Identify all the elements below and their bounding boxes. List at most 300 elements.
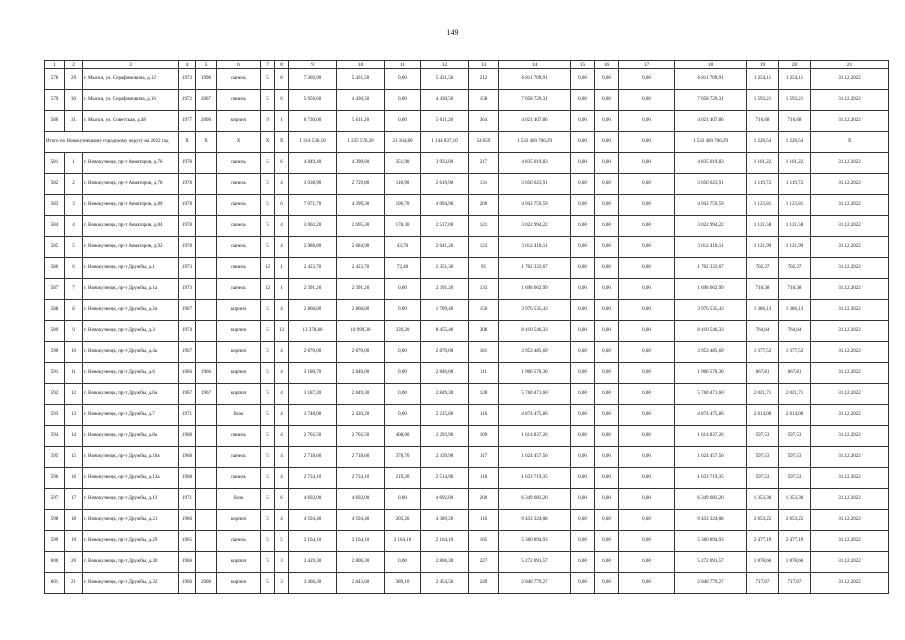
table-cell: 580 (45, 111, 65, 132)
table-cell: 7 071,70 (289, 195, 337, 216)
table-cell: 133 (469, 279, 499, 300)
table-cell: 0,00 (571, 426, 595, 447)
table-cell: 2 702,50 (289, 426, 337, 447)
column-header: 3 (83, 61, 179, 69)
table-cell: 3 056 623,91 (499, 174, 571, 195)
table-cell: 31.12.2022 (811, 258, 889, 279)
table-cell: 0,00 (619, 468, 675, 489)
table-cell: панель (217, 279, 261, 300)
table-cell: 0,00 (595, 153, 619, 174)
table-cell: 4 (275, 447, 289, 468)
address-cell: г. Новокузнецк, пр-т Авиаторов, д.80 (83, 195, 179, 216)
table-cell: 31.12.2022 (811, 552, 889, 573)
table-cell: 3 002,20 (289, 216, 337, 237)
table-cell: 2 718,60 (289, 447, 337, 468)
table-cell (196, 552, 217, 573)
column-header: 12 (421, 61, 469, 69)
table-cell: 2 849,30 (337, 384, 385, 405)
table-cell: 1974 (179, 321, 196, 342)
table-cell: 1 702 333,67 (499, 258, 571, 279)
table-cell: 196,70 (385, 195, 421, 216)
table-cell: кирпич (217, 384, 261, 405)
table-cell: 3 (65, 195, 83, 216)
table-cell: 3 056 623,91 (675, 174, 747, 195)
table-cell: 3 976 535,43 (675, 300, 747, 321)
table-row (45, 531, 889, 552)
table-cell: 389,10 (385, 573, 421, 594)
table-cell: 2 014,08 (779, 405, 811, 426)
table-cell: 4 835 019,83 (675, 153, 747, 174)
table-cell: 5 431,50 (421, 69, 469, 90)
table-cell: 4 849,40 (289, 153, 337, 174)
table-cell: 1 593,21 (779, 90, 811, 111)
table-cell: 5 (261, 174, 275, 195)
table-cell: 20 (65, 552, 83, 573)
table-cell: 2 164,10 (385, 531, 421, 552)
column-header: 10 (337, 61, 385, 69)
table-cell: панель (217, 258, 261, 279)
table-cell: 0,00 (619, 258, 675, 279)
table-cell: 2 870,00 (337, 342, 385, 363)
table-cell: 1968 (179, 468, 196, 489)
table-cell: 1978 (179, 237, 196, 258)
column-header: 7 (261, 61, 275, 69)
table-cell: 4 (275, 237, 289, 258)
table-cell: 31.12.2022 (811, 153, 889, 174)
table-cell: 1 593,21 (747, 90, 779, 111)
table-cell: 0,00 (619, 132, 675, 153)
address-cell: г. Новокузнецк, пр-т Дружбы, д.6а (83, 384, 179, 405)
table-cell: 13 378,80 (289, 321, 337, 342)
table-cell: 1 878,66 (779, 552, 811, 573)
table-cell: 8 (275, 69, 289, 90)
table-cell: 121 (469, 216, 499, 237)
table-cell: 116 (469, 405, 499, 426)
table-cell: 0,00 (619, 573, 675, 594)
table-cell: 8 455,40 (421, 321, 469, 342)
table-cell: 0,00 (385, 279, 421, 300)
table-cell: 2 729,80 (337, 174, 385, 195)
table-cell: 1 709,40 (421, 300, 469, 321)
table-cell: 1 386,13 (779, 300, 811, 321)
table-cell: 4 390,60 (337, 153, 385, 174)
table-cell: 0,00 (619, 405, 675, 426)
table-cell: 3 012 418,11 (499, 237, 571, 258)
table-cell: 0,00 (571, 279, 595, 300)
table-cell: 594 (45, 426, 65, 447)
table-cell: 592 (45, 384, 65, 405)
column-header: 17 (619, 61, 675, 69)
table-cell: 31.12.2022 (811, 342, 889, 363)
address-cell: г. Новокузнецк, пр-т Дружбы, д.6 (83, 363, 179, 384)
table-cell: 0,00 (571, 153, 595, 174)
table-cell: 589 (45, 321, 65, 342)
table-cell: 2008 (196, 573, 217, 594)
table-cell: 4 430,50 (421, 90, 469, 111)
table-cell: 5 (261, 363, 275, 384)
table-cell: 2 164,10 (337, 531, 385, 552)
table-cell: 5 (261, 153, 275, 174)
table-cell: 1 633 719,35 (675, 468, 747, 489)
table-cell: 0,00 (571, 489, 595, 510)
table-cell: 2 391,20 (289, 279, 337, 300)
table-cell: 209 (469, 195, 499, 216)
table-cell: 4 692,00 (337, 489, 385, 510)
table-cell: 0,00 (571, 216, 595, 237)
table-cell: блок (217, 489, 261, 510)
table-cell: 0,00 (385, 384, 421, 405)
table-cell: 31.12.2022 (811, 384, 889, 405)
address-cell: г. Новокузнецк, пр-т Авиаторов, д.84 (83, 216, 179, 237)
table-cell: 5 (261, 489, 275, 510)
table-cell: 2 053,22 (779, 510, 811, 531)
table-cell: 249 (469, 573, 499, 594)
table-cell: 5 (261, 69, 275, 90)
table-cell: панель (217, 174, 261, 195)
table-cell: 2 870,00 (421, 342, 469, 363)
table-cell: 31.12.2022 (811, 279, 889, 300)
table-cell: 1 101,22 (779, 153, 811, 174)
table-cell: 0,00 (619, 111, 675, 132)
table-cell: 5 (261, 531, 275, 552)
table-row (45, 489, 889, 510)
table-cell: 0,00 (571, 69, 595, 90)
table-cell (196, 531, 217, 552)
table-cell: кирпич (217, 363, 261, 384)
table-cell: 378,70 (385, 447, 421, 468)
table-cell: 1 900 578,30 (499, 363, 571, 384)
table-cell: 13 (275, 321, 289, 342)
table-cell: 0,00 (619, 447, 675, 468)
table-cell: 2 610,90 (421, 174, 469, 195)
address-cell: г. Новокузнецк, пр-т Дружбы, д.30 (83, 552, 179, 573)
table-cell: 1972 (179, 90, 196, 111)
table-cell: 2 846,00 (337, 363, 385, 384)
table-cell: 0,00 (595, 510, 619, 531)
table-cell: 2 734,10 (337, 468, 385, 489)
table-cell: 586 (45, 258, 65, 279)
table-cell: 0,00 (619, 237, 675, 258)
table-cell: 1 123,81 (779, 195, 811, 216)
table-cell: 0,00 (619, 384, 675, 405)
table-cell: 1 353,30 (779, 489, 811, 510)
table-cell: 31.12.2022 (811, 90, 889, 111)
table-cell: 0,00 (571, 132, 595, 153)
table-cell: 1 (275, 258, 289, 279)
table-cell: 2 870,00 (289, 342, 337, 363)
table-cell: 1967 (179, 342, 196, 363)
table-cell: 2 339,90 (421, 447, 469, 468)
table-cell: 12 (261, 279, 275, 300)
table-cell: 364 (469, 111, 499, 132)
table-cell: X (811, 132, 889, 153)
table-cell: 1 614 837,26 (675, 426, 747, 447)
table-cell: 8 410 546,33 (499, 321, 571, 342)
table-cell: 1978 (179, 195, 196, 216)
table-cell: 1 119,72 (747, 174, 779, 195)
table-cell: 2 (65, 174, 83, 195)
column-header: 1 (45, 61, 65, 69)
table-cell: 109 (469, 426, 499, 447)
table-cell: 31.12.2022 (811, 489, 889, 510)
table-cell: 597,53 (779, 468, 811, 489)
table-cell: 1966 (179, 363, 196, 384)
table-cell: 1978 (179, 153, 196, 174)
table-cell: 2 843,60 (337, 573, 385, 594)
table-cell: 0,00 (571, 405, 595, 426)
table-cell: 2 988,80 (289, 237, 337, 258)
address-cell: г. Новокузнецк, пр-т Авиаторов, д.92 (83, 237, 179, 258)
table-cell: 590 (45, 342, 65, 363)
table-cell: 1967 (179, 384, 196, 405)
table-cell: 597,53 (747, 426, 779, 447)
table-cell: 5 760 471,60 (499, 384, 571, 405)
table-cell: 4 692,00 (421, 489, 469, 510)
table-cell: 54 659 (469, 132, 499, 153)
table-cell: 5 760 471,60 (675, 384, 747, 405)
table-cell: 8 (65, 300, 83, 321)
table-cell: 1978 (179, 216, 196, 237)
table-cell: 0,00 (595, 342, 619, 363)
table-cell: 1 119,72 (779, 174, 811, 195)
table-cell: 3 012 418,11 (675, 237, 747, 258)
table-cell: 4 094,90 (421, 195, 469, 216)
table-row (45, 342, 889, 363)
table-cell: 2 021,71 (779, 384, 811, 405)
table-cell (196, 510, 217, 531)
table-cell: 178,30 (385, 216, 421, 237)
table-cell: 0,00 (595, 195, 619, 216)
table-row (45, 321, 889, 342)
table-cell: 4 943 759,59 (499, 195, 571, 216)
table-cell: 4 (275, 342, 289, 363)
table-cell: панель (217, 90, 261, 111)
table-cell: 5 (261, 447, 275, 468)
table-cell: 31.12.2022 (811, 174, 889, 195)
table-cell: 2 734,10 (289, 468, 337, 489)
column-header: 16 (595, 61, 619, 69)
column-header: 8 (275, 61, 289, 69)
table-cell: 2 806,30 (337, 552, 385, 573)
column-header: 11 (385, 61, 421, 69)
table-cell: 702,37 (747, 258, 779, 279)
table-row (45, 153, 889, 174)
table-cell: 21 (65, 573, 83, 594)
table-cell: 0,00 (595, 300, 619, 321)
table-cell: 3 748,00 (289, 405, 337, 426)
table-cell: 3 953 485,69 (675, 342, 747, 363)
table-cell: 1 702 333,67 (675, 258, 747, 279)
table-cell: 3 022 994,22 (499, 216, 571, 237)
address-cell: г. Мыски, ул. Советская, д.48 (83, 111, 179, 132)
table-cell: 31.12.2022 (811, 573, 889, 594)
table-cell: 31.12.2022 (811, 69, 889, 90)
table-cell: панель (217, 426, 261, 447)
table-cell: 9 (261, 111, 275, 132)
table-cell: 0,00 (571, 552, 595, 573)
table-cell: 3 (275, 573, 289, 594)
table-cell: 667,81 (779, 363, 811, 384)
column-header: 6 (217, 61, 261, 69)
table-cell: 5 (261, 237, 275, 258)
table-cell: 0,00 (595, 405, 619, 426)
table-cell: 4 (275, 510, 289, 531)
table-cell: 105 (469, 531, 499, 552)
table-cell: 2 514,90 (421, 468, 469, 489)
table-cell: 6 349 683,20 (499, 489, 571, 510)
table-cell: 117 (469, 447, 499, 468)
table-cell: 9 433 324,08 (499, 510, 571, 531)
table-cell: 181 (469, 342, 499, 363)
table-cell: 4 943 759,59 (675, 195, 747, 216)
table-cell: 1 353,30 (747, 489, 779, 510)
table-cell: панель (217, 69, 261, 90)
table-cell: 5 (261, 510, 275, 531)
table-cell: 1 (275, 279, 289, 300)
table-cell: 595 (45, 447, 65, 468)
table-cell: 6 (275, 489, 289, 510)
table-cell: 0,00 (571, 468, 595, 489)
column-header: 19 (747, 61, 779, 69)
table-cell: 3 187,20 (289, 384, 337, 405)
table-cell: кирпич (217, 342, 261, 363)
table-row (45, 111, 889, 132)
table-cell: 5 (261, 300, 275, 321)
table-row (45, 384, 889, 405)
table-cell: 1966 (196, 363, 217, 384)
table-cell: 0,00 (595, 468, 619, 489)
table-cell: 18 (65, 510, 83, 531)
table-cell: кирпич (217, 111, 261, 132)
table-cell: 764,64 (747, 321, 779, 342)
table-cell: 2 695,30 (337, 216, 385, 237)
table-cell: 578 (45, 69, 65, 90)
table-cell: 5 611,20 (421, 111, 469, 132)
table-cell: 0,00 (619, 363, 675, 384)
table-cell: 0,00 (595, 384, 619, 405)
table-cell: 581 (45, 153, 65, 174)
column-header: 15 (571, 61, 595, 69)
page-number: 149 (446, 28, 459, 37)
table-cell: 200 (469, 489, 499, 510)
table-cell: 7 369,90 (289, 69, 337, 90)
table-cell: 7 058 729,31 (675, 90, 747, 111)
table-cell: X (261, 132, 275, 153)
table-cell: 2 849,30 (421, 384, 469, 405)
table-cell: 0,00 (619, 426, 675, 447)
table-cell: 597,53 (747, 468, 779, 489)
table-cell: 12 (65, 384, 83, 405)
table-cell: 1967 (179, 300, 196, 321)
table-cell: 2 164,10 (289, 531, 337, 552)
table-cell: 0,00 (385, 69, 421, 90)
table-cell: 0,00 (595, 237, 619, 258)
table-cell: 5 (261, 195, 275, 216)
table-cell: кирпич (217, 321, 261, 342)
table-cell: 667,81 (747, 363, 779, 384)
table-cell: 1 698 662,99 (499, 279, 571, 300)
table-cell: 598 (45, 510, 65, 531)
table-cell: 9 (65, 321, 83, 342)
table-cell: 21 164,80 (385, 132, 421, 153)
table-cell: 710,38 (747, 279, 779, 300)
table-cell: 0,00 (385, 552, 421, 573)
table-cell: панель (217, 153, 261, 174)
table-cell: 10 (65, 342, 83, 363)
table-cell: 601 (45, 573, 65, 594)
table-cell: 0,00 (385, 342, 421, 363)
address-cell: г. Новокузнецк, пр-т Дружбы, д.7 (83, 405, 179, 426)
table-cell: 31.12.2022 (811, 321, 889, 342)
column-header: 4 (179, 61, 196, 69)
table-cell: 17 (65, 489, 83, 510)
table-cell: 12 (261, 258, 275, 279)
column-header: 5 (196, 61, 217, 69)
table-cell: кирпич (217, 300, 261, 321)
address-cell: г. Новокузнецк, пр-т Дружбы, д.13 (83, 489, 179, 510)
table-row (45, 279, 889, 300)
table-cell (196, 447, 217, 468)
table-cell: 13 (65, 405, 83, 426)
table-cell (196, 489, 217, 510)
table-cell: 9 433 324,08 (675, 510, 747, 531)
table-cell: 1 377,52 (779, 342, 811, 363)
table-cell: 0,00 (619, 531, 675, 552)
table-cell: 1 614 837,26 (499, 426, 571, 447)
column-header: 21 (811, 61, 889, 69)
table-cell: 2 423,70 (337, 258, 385, 279)
table-cell: 351,90 (385, 153, 421, 174)
table-cell: 0,00 (595, 258, 619, 279)
table-cell: 0,00 (385, 405, 421, 426)
column-header: 9 (289, 61, 337, 69)
table-cell: 1977 (179, 111, 196, 132)
table-cell: 0,00 (571, 342, 595, 363)
table-cell: 2 014,08 (747, 405, 779, 426)
table-cell: 0,00 (595, 216, 619, 237)
table-cell: 31.12.2022 (811, 363, 889, 384)
table-cell: 72,40 (385, 258, 421, 279)
table-cell: 6 811 709,91 (675, 69, 747, 90)
table-cell: 0,00 (595, 489, 619, 510)
table-cell: 2 868,80 (337, 300, 385, 321)
table-cell (196, 405, 217, 426)
table-cell: 118 (469, 468, 499, 489)
table-cell: 1971 (179, 489, 196, 510)
table-cell: 5 360 894,93 (675, 531, 747, 552)
table-cell: 217 (469, 153, 499, 174)
table-cell: 1 314 536,10 (289, 132, 337, 153)
table-cell: 0,00 (619, 279, 675, 300)
table-cell: 5 (261, 552, 275, 573)
table-cell: 0,00 (571, 573, 595, 594)
table-cell: 8 410 546,33 (675, 321, 747, 342)
table-cell: 6 730,00 (289, 111, 337, 132)
table-row (45, 174, 889, 195)
column-header: 14 (499, 61, 571, 69)
table-cell: 2 040 779,27 (499, 573, 571, 594)
column-number-row (45, 61, 889, 69)
column-header: 13 (469, 61, 499, 69)
table-cell: 2007 (196, 90, 217, 111)
table-cell: 0,00 (619, 174, 675, 195)
table-cell: 14 (65, 426, 83, 447)
table-cell: 5 (261, 216, 275, 237)
table-cell: 1 532 469 766,29 (499, 132, 571, 153)
table-cell: 1 878,66 (747, 552, 779, 573)
table-cell: 591 (45, 363, 65, 384)
address-cell: г. Новокузнецк, пр-т Дружбы, д.29 (83, 531, 179, 552)
